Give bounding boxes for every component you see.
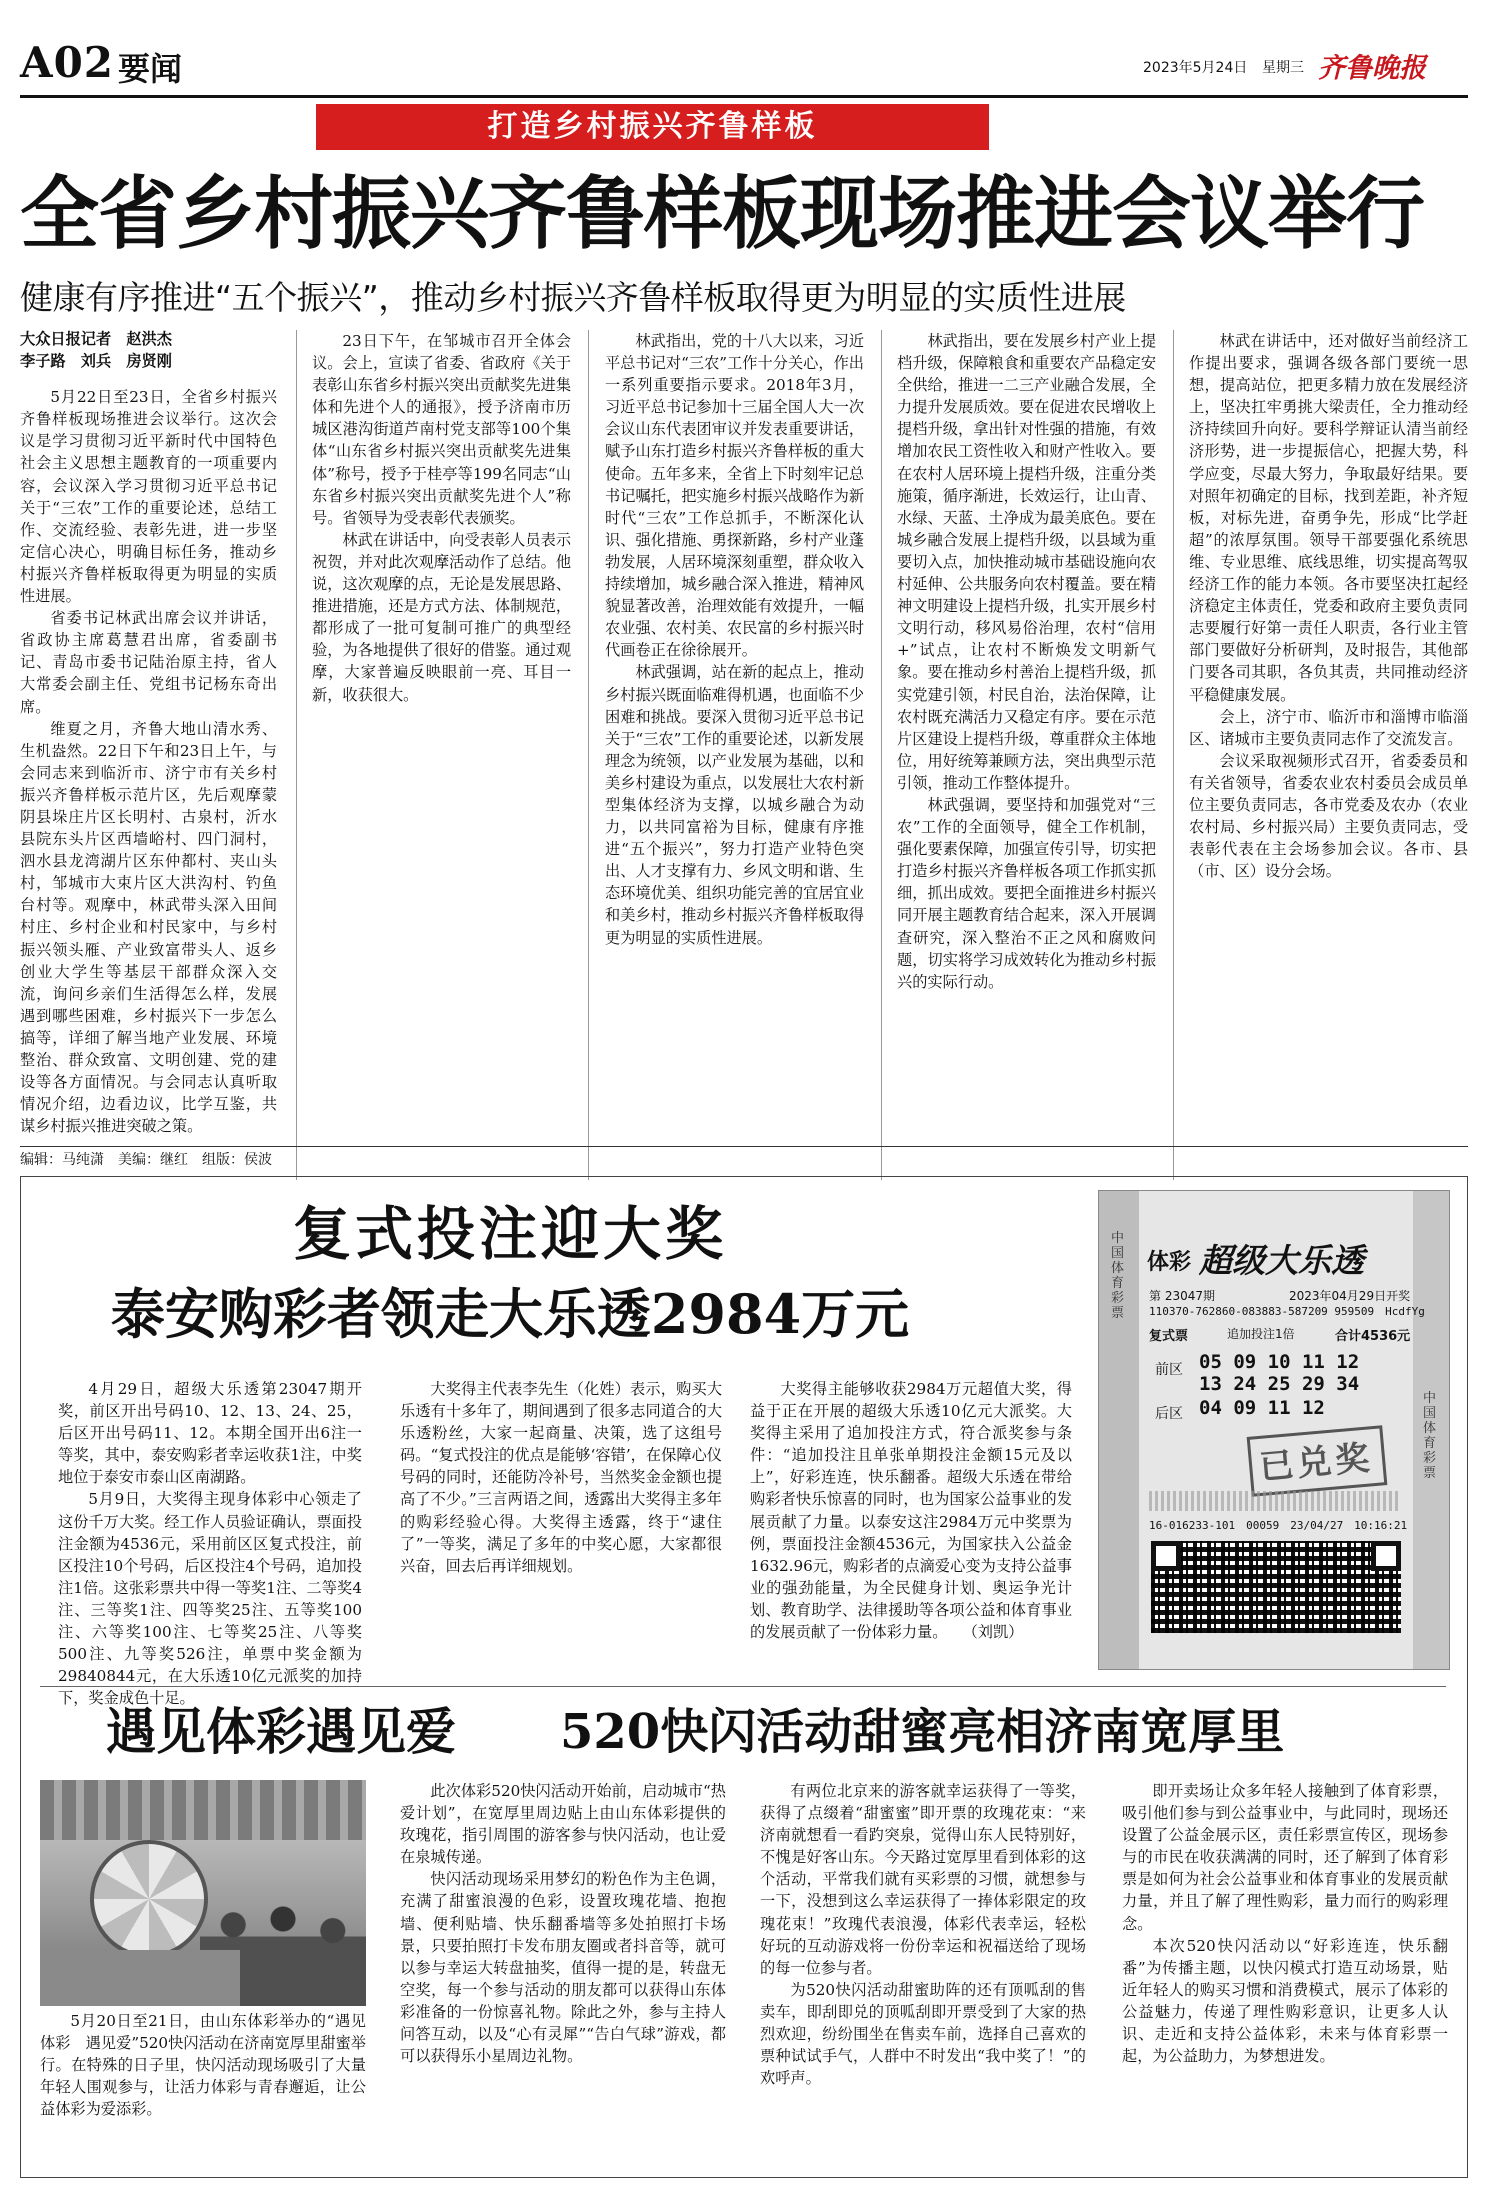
story3-column-3: [760, 1780, 1086, 2170]
article-paragraph: 快闪活动现场采用梦幻的粉色作为主色调，充满了甜蜜浪漫的色彩，设置玫瑰花墙、抱抱墙、便利贴墙、快乐翻番墙等多处拍照打卡场景，只要拍照打卡发布朋友圈或者抖音等，就可以参与幸运大转盘抽奖，值得一提的是，转盘无空奖，每一个参与活动的朋友都可以获得山东体彩准备的一份惊喜礼物。除此之外，参与主持人问答互动，以及“心有灵犀”“告白气球”游戏，都可以获得乐小星周边礼物。: [400, 1870, 726, 2066]
article-paragraph: 此次体彩520快闪活动开始前，启动城市“热爱计划”，在宽厚里周边贴上由山东体彩提供的玫瑰花，指引周围的游客参与快闪活动，也让爱在泉城传递。: [400, 1782, 726, 1867]
lottery-ticket-photo: [1098, 1190, 1450, 1670]
byline: 李子路 刘兵 房贤刚: [20, 352, 172, 371]
ticket-type: 复式票: [1149, 1329, 1189, 1344]
ticket-total: 合计4536元: [1335, 1329, 1411, 1344]
photo-building: [40, 1780, 366, 1840]
photo-caption-column: [40, 2010, 366, 2170]
issue-weekday: 星期三: [1262, 60, 1304, 76]
story1-column-3: [605, 330, 864, 1210]
story1-column-2: [312, 330, 571, 1210]
event-photo: [40, 1780, 366, 2006]
section-name: 要闻: [118, 50, 183, 88]
paper-logo: 齐鲁晚报: [1318, 53, 1426, 84]
story3-column-4: [1122, 1780, 1448, 2170]
article-paragraph: 5月9日，大奖得主现身体彩中心领走了这份千万大奖。经工作人员验证确认，票面投注金额为4536元，采用前区区复式投注，前区投注10个号码，后区投注4个号码，追加投注1倍。这张彩票共中得一等奖1注、二等奖4注、三等奖1注、四等奖25注、五等奖100注、六等奖100注、七等奖25注、八等奖500注、九等奖526注，单票中奖金额为29840844元，在大乐透10亿元派奖的加持下，奖金成色十足。: [58, 1490, 362, 1708]
main-headline: 全省乡村振兴齐鲁样板现场推进会议举行: [20, 167, 1424, 260]
article-paragraph: 林武指出，党的十八大以来，习近平总书记对“三农”工作十分关心，作出一系列重要指示要求。2018年3月，习近平总书记参加十三届全国人大一次会议山东代表团审议并发表重要讲话，赋予山东打造乡村振兴齐鲁样板的重大使命。五年多来，全省上下时刻牢记总书记嘱托，把实施乡村振兴战略作为新时代“三农”工作总抓手，不断深化认识、强化措施、勇探新路，乡村产业蓬勃发展，人居环境深刻重塑，群众收入持续增加，城乡融合深入推进，精神风貌显著改善，治理效能有效提升，一幅农业强、农村美、农民富的乡村振兴时代画卷正在徐徐展开。: [605, 332, 864, 660]
column-divider: [296, 330, 297, 1180]
photo-booth: [40, 1950, 240, 2006]
story2-column-1: [58, 1378, 362, 1708]
article-paragraph: 23日下午，在邹城市召开全体会议。会上，宣读了省委、省政府《关于表彰山东省乡村振兴突出贡献奖先进集体和先进个人的通报》，授予济南市历城区港沟街道芦南村党支部等100个集体“山东省乡村振兴突出贡献奖先进集体”称号，授予于桂亭等199名同志“山东省乡村振兴突出贡献奖先进个人”称号。省领导为受表彰代表颁奖。: [312, 332, 571, 527]
ticket-print-area: [1149, 1491, 1399, 1511]
ticket-front-numbers: 05 09 10 11 12 13 24 25 29 34: [1199, 1351, 1360, 1395]
masthead-rule: [20, 95, 1468, 98]
photo-caption: 5月20日至21日，由山东体彩举办的“遇见体彩 遇见爱”520快闪活动在济南宽厚里甜蜜举行。在特殊的日子里，快闪活动现场吸引了大量年轻人围观参与，让活力体彩与青春邂逅，让公益体彩为爱添彩。: [40, 2012, 366, 2119]
ticket-qr-finder: [1151, 1541, 1181, 1571]
article-paragraph: 林武在讲话中，还对做好当前经济工作提出要求，强调各级各部门要统一思想，提高站位，把更多精力放在发展经济上，坚决扛牢勇挑大梁责任，全力推动经济持续回升向好。要科学辩证认清当前经济形势，进一步提振信心，把握大势，科学应变，尽最大努力，争取最好结果。要对照年初确定的目标，找到差距，补齐短板，对标先进，奋勇争先，形成“比学赶超”的浓厚氛围。领导干部要强化系统思维、专业思维、底线思维，切实提高驾驭经济工作的能力本领。各市要坚决扛起经济稳定主体责任，党委和政府主要负责同志要履行好第一责任人职责，各行业主管部门要做好分析研判，及时报告，其他部门要各司其职，各负其责，共同推动经济平稳健康发展。: [1189, 332, 1468, 704]
masthead: [0, 0, 1488, 100]
section-rule: [40, 1686, 1446, 1687]
ticket-side-text: 中国体育彩票: [1423, 1391, 1437, 1481]
story2-column-2: [400, 1378, 722, 1674]
photo-wheel: [90, 1840, 208, 1958]
story2-headline-1: 复式投注迎大奖: [292, 1200, 727, 1268]
story3-headline-right: 520快闪活动甜蜜亮相济南宽厚里: [560, 1704, 1285, 1760]
ticket-game: 超级大乐透: [1199, 1241, 1364, 1280]
ticket-side-text: 中国体育彩票: [1111, 1231, 1125, 1321]
story2-column-3: [750, 1378, 1072, 1674]
byline: 大众日报记者 赵洪杰: [20, 330, 172, 348]
article-paragraph: 林武指出，要在发展乡村产业上提档升级，保障粮食和重要农产品稳定安全供给，推进一二三产业融合发展，全力提升发展质效。要在促进农民增收上提档升级，拿出针对性强的措施，有效增加农民工资性收入和财产性收入。要在农村人居环境上提档升级，注重分类施策，循序渐进，长效运行，让山青、水绿、天蓝、土净成为最美底色。要在城乡融合发展上提档升级，以县域为重要切入点，加快推动城市基础设施向农村延伸、公共服务向农村覆盖。要在精神文明建设上提档升级，扎实开展乡村文明行动，移风易俗治理，农村“信用+”试点，让农村不断焕发文明新气象。要在推动乡村善治上提档升级，抓实党建引领，村民自治，法治保障，让农村既充满活力又稳定有序。要在示范片区建设上提档升级，尊重群众主体地位，用好统筹兼顾方法，突出典型示范引领，推动工作整体提升。: [897, 332, 1156, 792]
article-paragraph: 为520快闪活动甜蜜助阵的还有顶呱刮的售卖车，即刮即兑的顶呱刮即开票受到了大家的热烈欢迎，纷纷围坐在售卖车前，选择自己喜欢的票种试试手气，人群中不时发出“我中奖了！”的欢呼声。: [760, 1980, 1086, 2088]
sub-headline: 健康有序推进“五个振兴”，推动乡村振兴齐鲁样板取得更为明显的实质性进展: [20, 278, 1126, 317]
ticket-append: 追加投注1倍: [1227, 1327, 1295, 1341]
story1-column-5: [1189, 330, 1468, 1210]
article-paragraph: 5月22日至23日，全省乡村振兴齐鲁样板现场推进会议举行。这次会议是学习贯彻习近平新时代中国特色社会主义思想主题教育的一项重要内容，会议深入学习贯彻习近平总书记关于“三农”工作的重要论述，总结工作、交流经验、表彰先进，进一步坚定信心决心，明确目标任务，推动乡村振兴齐鲁样板取得更为明显的实质性进展。: [20, 388, 277, 606]
article-paragraph: 4月29日，超级大乐透第23047期开奖，前区开出号码10、12、13、24、25，后区开出号码11、12。本期全国开出6注一等奖，其中，泰安购彩者幸运收获1注，中奖地位于泰安市泰山区南湖路。: [58, 1380, 362, 1487]
ticket-stamp-text: 已兑奖: [1257, 1438, 1375, 1488]
story2-headline-2: 泰安购彩者领走大乐透2984万元: [110, 1282, 910, 1346]
article-paragraph: 有两位北京来的游客就幸运获得了一等奖，获得了点缀着“甜蜜蜜”即开票的玫瑰花束：“来济南就想看一看趵突泉，觉得山东人民特别好，不愧是好客山东。今天路过宽厚里看到体彩的这个活动，平常我们就有买彩票的习惯，就想参与一下，没想到这么幸运获得了一捧体彩限定的玫瑰花束！”玫瑰代表浪漫，体彩代表幸运，轻松好玩的互动游戏将一份份幸运和祝福送给了现场的每一位参与者。: [760, 1782, 1086, 1977]
article-paragraph: 即开卖场让众多年轻人接触到了体育彩票，吸引他们参与到公益事业中，与此同时，现场还设置了公益金展示区，责任彩票宣传区，现场参与的市民在收获满满的同时，还了解到了体育彩票是如何为社会公益事业和体育事业的发展贡献力量，并且了解了理性购彩，量力而行的购彩理念。: [1122, 1782, 1448, 1933]
column-divider: [588, 330, 589, 1180]
topic-banner-text: 打造乡村振兴齐鲁样板: [487, 109, 818, 144]
article-paragraph: 会议采取视频形式召开，省委委员和有关省领导，省委农业农村委员会成员单位主要负责同志，各市党委及农办（农业农村局、乡村振兴局）主要负责同志，受表彰代表在主会场参加会议。各市、县（市、区）设分会场。: [1189, 751, 1468, 881]
ticket-front-label: 前区: [1155, 1362, 1183, 1378]
article-paragraph: 林武强调，要坚持和加强党对“三农”工作的全面领导，健全工作机制，强化要素保障，加强宣传引导，切实把打造乡村振兴齐鲁样板各项工作抓实抓细，抓出成效。要把全面推进乡村振兴同开展主题教育结合起来，深入开展调查研究，深入整治不正之风和腐败问题，切实将学习成效转化为推动乡村振兴的实际行动。: [897, 795, 1156, 991]
page-number: A02: [20, 38, 115, 87]
section-rule: [20, 1146, 1468, 1147]
ticket-footer: 16-016233-101 00059 23/04/27 10:16:21: [1149, 1519, 1408, 1532]
article-paragraph: 大奖得主代表李先生（化姓）表示，购买大乐透有十多年了，期间遇到了很多志同道合的大乐透粉丝，大家一起商量、决策，选了这组号码。“复式投注的优点是能够‘容错’，在保障心仪号码的同时，还能防冷补号，当然奖金金额也提高了不少。”三言两语之间，透露出大奖得主多年的购彩经验心得。大奖得主透露，终于“逮住了”一等奖，满足了多年的中奖心愿，大家都很兴奋，回去后再详细规划。: [400, 1380, 722, 1575]
ticket-back-label: 后区: [1155, 1406, 1183, 1422]
editor-line: 编辑：马纯潇 美编：继红 组版：侯波: [20, 1152, 272, 1168]
story1-column-1: [20, 328, 277, 1188]
ticket-qr-finder: [1371, 1541, 1401, 1571]
article-paragraph: 林武强调，站在新的起点上，推动乡村振兴既面临难得机遇，也面临不少困难和挑战。要深入贯彻习近平总书记关于“三农”工作的重要论述，以新发展理念为统领，以产业发展为基础，以和美乡村建设为重点，以发展壮大农村新型集体经济为支撑，以城乡融合为动力，以共同富裕为目标，健康有序推进“五个振兴”，努力打造产业特色突出、人才支撑有力、乡风文明和谐、生态环境优美、组织功能完善的宜居宜业和美乡村，推动乡村振兴齐鲁样板取得更为明显的实质性进展。: [605, 663, 864, 947]
article-paragraph: 会上，济宁市、临沂市和淄博市临淄区、诸城市主要负责同志作了交流发言。: [1189, 707, 1468, 748]
ticket-draw-date: 2023年04月29日开奖: [1289, 1289, 1411, 1303]
column-divider: [881, 330, 882, 1180]
ticket-brand: 体彩: [1147, 1250, 1192, 1275]
article-paragraph: 大奖得主能够收获2984万元超值大奖，得益于正在开展的超级大乐透10亿元大派奖。大奖得主采用了追加投注方式，符合派奖参与条件：“追加投注且单张单期投注金额15元及以上”，好彩连连，快乐翻番。超级大乐透在带给购彩者快乐惊喜的同时，也为国家公益事业的发展贡献了力量。以泰安这注2984万元中奖票为例，票面投注金额4536元，为国家扶入公益金1632.96元，购彩者的点滴爱心变为支持公益事业的强劲能量，为全民健身计划、奥运争光计划、教育助学、法律援助等各项公益和体育事业的发展贡献了一份体彩力量。 （刘凯）: [750, 1380, 1072, 1642]
article-paragraph: 维夏之月，齐鲁大地山清水秀、生机盎然。22日下午和23日上午，与会同志来到临沂市、济宁市有关乡村振兴齐鲁样板示范片区，先后观摩蒙阴县垛庄片区长明村、古泉村，沂水县院东头片区西墙峪村、四门洞村，泗水县龙湾湖片区东仲都村、夹山头村，邹城市大束片区大洪沟村、钓鱼台村等。观摩中，林武带头深入田间村庄、乡村企业和村民家中，与乡村振兴领头雁、产业致富带头人、返乡创业大学生等基层干部群众深入交流，询问乡亲们生活得怎么样，发展遇到哪些困难，乡村振兴下一步怎么搞等，详细了解当地产业发展、环境整治、群众致富、文明创建、党的建设等各方面情况。与会同志认真听取情况介绍，边看边议，比学互鉴，共谋乡村振兴推进突破之策。: [20, 719, 277, 1136]
story3-headline-left: 遇见体彩遇见爱: [106, 1702, 456, 1761]
story3-column-2: [400, 1780, 726, 2170]
ticket-qr-code: [1151, 1541, 1401, 1633]
ticket-back-numbers: 04 09 11 12: [1199, 1397, 1325, 1419]
issue-date: 2023年5月24日: [1143, 60, 1248, 76]
column-divider: [1173, 330, 1174, 1180]
article-paragraph: 省委书记林武出席会议并讲话，省政协主席葛慧君出席，省委副书记、青岛市委书记陆治原主持，省人大常委会副主任、党组书记杨东奇出席。: [20, 609, 277, 716]
article-paragraph: 本次520快闪活动以“好彩连连，快乐翻番”为传播主题，以快闪模式打造互动场景，贴近年轻人的购买习惯和消费模式，展示了体彩的公益魅力，传递了理性购彩意识，让更多人认识、走近和支持公益体彩，未来与体育彩票一起，为公益助力，为梦想进发。: [1122, 1936, 1448, 2066]
ticket-issue: 第 23047期: [1149, 1289, 1215, 1303]
ticket-serial: 110370-762860-083883-587209 959509 HcdfYg: [1149, 1305, 1425, 1318]
story1-column-4: [897, 330, 1156, 1210]
article-paragraph: 林武在讲话中，向受表彰人员表示祝贺，并对此次观摩活动作了总结。他说，这次观摩的点，无论是发展思路、推进措施，还是方式方法、体制规范，都形成了一批可复制可推广的典型经验，为各地提供了很好的借鉴。通过观摩，大家普遍反映眼前一亮、耳目一新，收获很大。: [312, 530, 571, 704]
